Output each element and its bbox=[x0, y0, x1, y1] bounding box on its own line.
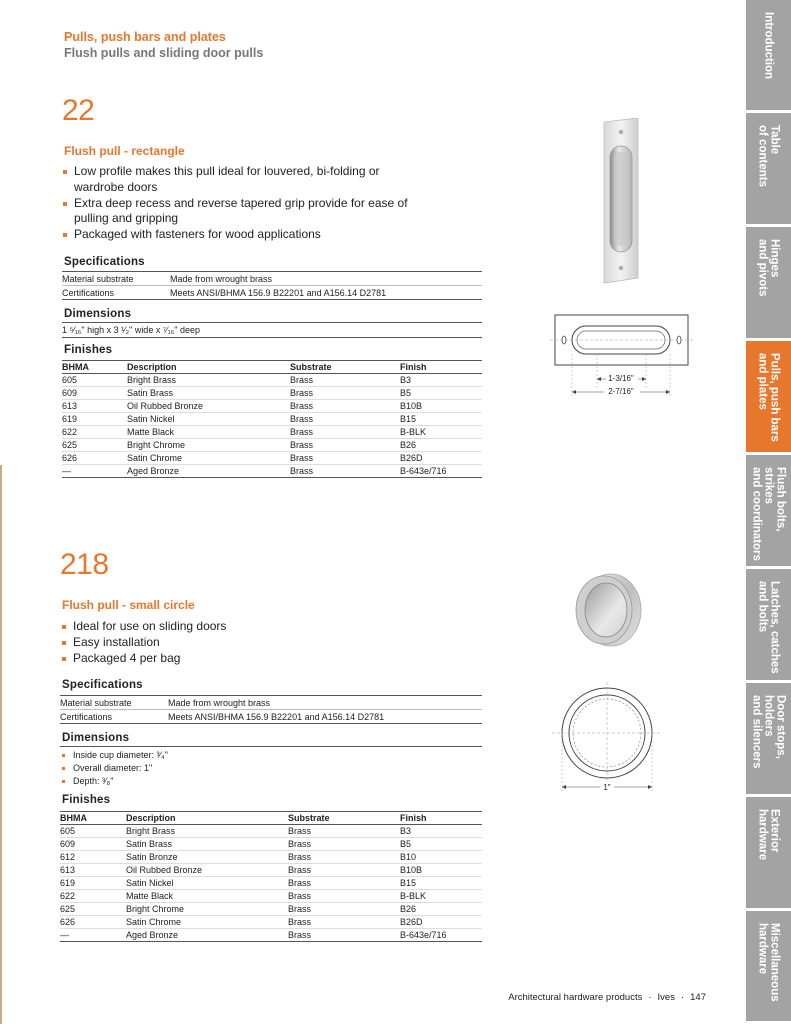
product-name: Flush pull - rectangle bbox=[64, 144, 185, 158]
spec-label: Certifications bbox=[62, 286, 170, 300]
tab-pulls-push-bars-and-plates[interactable] bbox=[746, 341, 791, 455]
table-row bbox=[62, 452, 482, 465]
page-header bbox=[64, 30, 263, 60]
substrate-cell: Brass bbox=[288, 851, 400, 864]
feature-list bbox=[63, 164, 423, 243]
finish-cell: B15 bbox=[400, 877, 482, 890]
finish-cell: B-643e/716 bbox=[400, 929, 482, 942]
page-footer: Architectural hardware products · Ives · 147 bbox=[508, 992, 706, 1003]
finish-cell: B15 bbox=[400, 413, 482, 426]
description-cell: Satin Chrome bbox=[127, 452, 290, 465]
tab-label: Introduction bbox=[762, 12, 775, 80]
feature-item: Packaged with fasteners for wood applications bbox=[63, 227, 423, 243]
bhma-cell: 609 bbox=[62, 387, 127, 400]
dimension-label: 1" bbox=[603, 783, 611, 792]
dimension-item: Depth: ³⁄₈" bbox=[60, 775, 482, 788]
subcategory-title: Flush pulls and sliding door pulls bbox=[64, 46, 264, 60]
feature-list bbox=[62, 619, 422, 666]
description-cell: Bright Brass bbox=[127, 374, 290, 387]
description-cell: Satin Chrome bbox=[126, 916, 288, 929]
finish-cell: B26 bbox=[400, 903, 482, 916]
tab-label: Table of contents bbox=[756, 125, 781, 187]
table-row bbox=[62, 374, 482, 387]
finish-cell: B26D bbox=[400, 916, 482, 929]
spec-label: Material substrate bbox=[62, 272, 170, 286]
description-cell: Bright Chrome bbox=[127, 439, 290, 452]
substrate-cell: Brass bbox=[288, 929, 400, 942]
bhma-cell: 605 bbox=[62, 374, 127, 387]
flush-pull-circle-drawing bbox=[548, 680, 668, 795]
bhma-cell: — bbox=[60, 929, 126, 942]
table-row bbox=[62, 439, 482, 452]
bhma-cell: 612 bbox=[60, 851, 126, 864]
column-header: BHMA bbox=[62, 361, 127, 374]
finish-cell: B10B bbox=[400, 400, 482, 413]
finishes-table bbox=[60, 811, 482, 942]
section-tabs bbox=[746, 0, 791, 1024]
finish-cell: B5 bbox=[400, 838, 482, 851]
bhma-cell: 622 bbox=[60, 890, 126, 903]
table-row bbox=[60, 929, 482, 942]
table-row bbox=[60, 710, 482, 724]
finish-cell: B26 bbox=[400, 439, 482, 452]
table-row bbox=[62, 465, 482, 478]
column-header: Substrate bbox=[290, 361, 400, 374]
description-cell: Matte Black bbox=[126, 890, 288, 903]
substrate-cell: Brass bbox=[290, 465, 400, 478]
spec-value: Made from wrought brass bbox=[170, 272, 482, 286]
finish-cell: B26D bbox=[400, 452, 482, 465]
tab-table-of-contents[interactable] bbox=[746, 113, 791, 227]
finish-cell: B5 bbox=[400, 387, 482, 400]
description-cell: Satin Bronze bbox=[126, 851, 288, 864]
table-row bbox=[60, 890, 482, 903]
finish-cell: B-643e/716 bbox=[400, 465, 482, 478]
substrate-cell: Brass bbox=[290, 426, 400, 439]
table-row bbox=[62, 413, 482, 426]
tab-introduction[interactable] bbox=[746, 0, 791, 113]
spec-label: Material substrate bbox=[60, 696, 168, 710]
tab-label: Hinges and pivots bbox=[756, 239, 781, 297]
spec-label: Certifications bbox=[60, 710, 168, 724]
substrate-cell: Brass bbox=[288, 916, 400, 929]
description-cell: Satin Nickel bbox=[127, 413, 290, 426]
tab-label: Exterior hardware bbox=[756, 809, 781, 861]
dimension-item: Overall diameter: 1" bbox=[60, 762, 482, 775]
table-row bbox=[62, 426, 482, 439]
finish-cell: B10B bbox=[400, 864, 482, 877]
category-title: Pulls, push bars and plates bbox=[64, 30, 226, 44]
finishes-body bbox=[62, 374, 482, 478]
dimensions-heading: Dimensions bbox=[64, 308, 132, 320]
specifications-table bbox=[62, 271, 482, 300]
dimension-item: Inside cup diameter: ³⁄₄" bbox=[60, 749, 482, 762]
table-header-row bbox=[62, 361, 482, 374]
description-cell: Satin Nickel bbox=[126, 877, 288, 890]
spec-value: Made from wrought brass bbox=[168, 696, 482, 710]
feature-item: Extra deep recess and reverse tapered grip provide for ease of pulling and gripping bbox=[63, 196, 423, 228]
description-cell: Oil Rubbed Bronze bbox=[126, 864, 288, 877]
finishes-table bbox=[62, 360, 482, 478]
bhma-cell: 626 bbox=[62, 452, 127, 465]
description-cell: Bright Chrome bbox=[126, 903, 288, 916]
product-number: 218 bbox=[60, 548, 109, 581]
flush-pull-rectangle-photo bbox=[590, 118, 650, 288]
table-row bbox=[62, 286, 482, 300]
description-cell: Satin Brass bbox=[127, 387, 290, 400]
substrate-cell: Brass bbox=[290, 400, 400, 413]
bhma-cell: 625 bbox=[62, 439, 127, 452]
substrate-cell: Brass bbox=[288, 864, 400, 877]
specifications-heading: Specifications bbox=[64, 256, 145, 268]
tab-exterior-hardware[interactable] bbox=[746, 797, 791, 911]
table-row bbox=[60, 825, 482, 838]
finishes-body bbox=[60, 825, 482, 942]
finishes-heading: Finishes bbox=[62, 794, 111, 806]
feature-item: Low profile makes this pull ideal for louvered, bi-folding or wardrobe doors bbox=[63, 164, 423, 196]
product-name: Flush pull - small circle bbox=[62, 598, 195, 612]
finish-cell: B10 bbox=[400, 851, 482, 864]
bhma-cell: 619 bbox=[60, 877, 126, 890]
bhma-cell: 613 bbox=[60, 864, 126, 877]
product-number: 22 bbox=[62, 94, 95, 127]
bhma-cell: 605 bbox=[60, 825, 126, 838]
finishes-heading: Finishes bbox=[64, 344, 113, 356]
finish-cell: B-BLK bbox=[400, 426, 482, 439]
table-row bbox=[60, 838, 482, 851]
flush-pull-circle-photo bbox=[566, 570, 648, 652]
finish-cell: B3 bbox=[400, 374, 482, 387]
specifications-table bbox=[60, 695, 482, 724]
substrate-cell: Brass bbox=[288, 890, 400, 903]
tab-label: Miscellaneous hardware bbox=[756, 923, 781, 1002]
bhma-cell: 626 bbox=[60, 916, 126, 929]
tab-miscellaneous-hardware[interactable] bbox=[746, 911, 791, 1024]
substrate-cell: Brass bbox=[290, 387, 400, 400]
substrate-cell: Brass bbox=[290, 452, 400, 465]
bhma-cell: 609 bbox=[60, 838, 126, 851]
column-header: BHMA bbox=[60, 812, 126, 825]
table-row bbox=[60, 916, 482, 929]
description-cell: Satin Brass bbox=[126, 838, 288, 851]
feature-item: Easy installation bbox=[62, 635, 422, 651]
substrate-cell: Brass bbox=[290, 439, 400, 452]
specifications-heading: Specifications bbox=[62, 679, 143, 691]
column-header: Description bbox=[127, 361, 290, 374]
bhma-cell: 619 bbox=[62, 413, 127, 426]
dimensions-value: 1 ⁵⁄₁₆" high x 3 ¹⁄₂" wide x ⁷⁄₁₆" deep bbox=[62, 322, 482, 338]
substrate-cell: Brass bbox=[290, 413, 400, 426]
finish-cell: B-BLK bbox=[400, 890, 482, 903]
description-cell: Matte Black bbox=[127, 426, 290, 439]
dimension-label: 2-7/16" bbox=[608, 387, 634, 396]
page-edge-mark bbox=[0, 465, 2, 1024]
substrate-cell: Brass bbox=[288, 903, 400, 916]
table-header-row bbox=[60, 812, 482, 825]
flush-pull-rectangle-drawing bbox=[550, 310, 695, 402]
description-cell: Aged Bronze bbox=[126, 929, 288, 942]
description-cell: Oil Rubbed Bronze bbox=[127, 400, 290, 413]
table-row bbox=[62, 272, 482, 286]
dimensions-heading: Dimensions bbox=[62, 732, 130, 744]
table-row bbox=[60, 864, 482, 877]
tab-label: Door stops, holders and silencers bbox=[750, 695, 787, 769]
dimension-label: 1-3/16" bbox=[608, 374, 634, 383]
finish-cell: B3 bbox=[400, 825, 482, 838]
description-cell: Aged Bronze bbox=[127, 465, 290, 478]
substrate-cell: Brass bbox=[288, 825, 400, 838]
tab-label: Latches, catches and bolts bbox=[756, 581, 781, 674]
tab-door-stops-holders-and-silencers[interactable] bbox=[746, 683, 791, 797]
substrate-cell: Brass bbox=[288, 877, 400, 890]
substrate-cell: Brass bbox=[290, 374, 400, 387]
column-header: Substrate bbox=[288, 812, 400, 825]
table-row bbox=[62, 400, 482, 413]
table-row bbox=[62, 387, 482, 400]
tab-hinges-and-pivots[interactable] bbox=[746, 227, 791, 341]
footer-text: Architectural hardware products bbox=[508, 992, 643, 1003]
bhma-cell: 625 bbox=[60, 903, 126, 916]
column-header: Finish bbox=[400, 812, 482, 825]
footer-brand: Ives bbox=[657, 992, 675, 1003]
column-header: Description bbox=[126, 812, 288, 825]
bhma-cell: — bbox=[62, 465, 127, 478]
feature-item: Packaged 4 per bag bbox=[62, 651, 422, 667]
table-row bbox=[60, 877, 482, 890]
column-header: Finish bbox=[400, 361, 482, 374]
tab-latches-catches-and-bolts[interactable] bbox=[746, 569, 791, 683]
bhma-cell: 622 bbox=[62, 426, 127, 439]
dimensions-list bbox=[60, 746, 482, 788]
table-row bbox=[60, 903, 482, 916]
spec-value: Meets ANSI/BHMA 156.9 B22201 and A156.14 D2781 bbox=[168, 710, 482, 724]
table-row bbox=[60, 696, 482, 710]
table-row bbox=[60, 851, 482, 864]
feature-item: Ideal for use on sliding doors bbox=[62, 619, 422, 635]
page-number: 147 bbox=[690, 992, 706, 1003]
tab-label: Pulls, push bars and plates bbox=[756, 353, 781, 442]
bhma-cell: 613 bbox=[62, 400, 127, 413]
description-cell: Bright Brass bbox=[126, 825, 288, 838]
substrate-cell: Brass bbox=[288, 838, 400, 851]
spec-value: Meets ANSI/BHMA 156.9 B22201 and A156.14 D2781 bbox=[170, 286, 482, 300]
tab-label: Flush bolts, strikes and coordinators bbox=[750, 467, 787, 561]
tab-flush-bolts-strikes-and-coordinators[interactable] bbox=[746, 455, 791, 569]
